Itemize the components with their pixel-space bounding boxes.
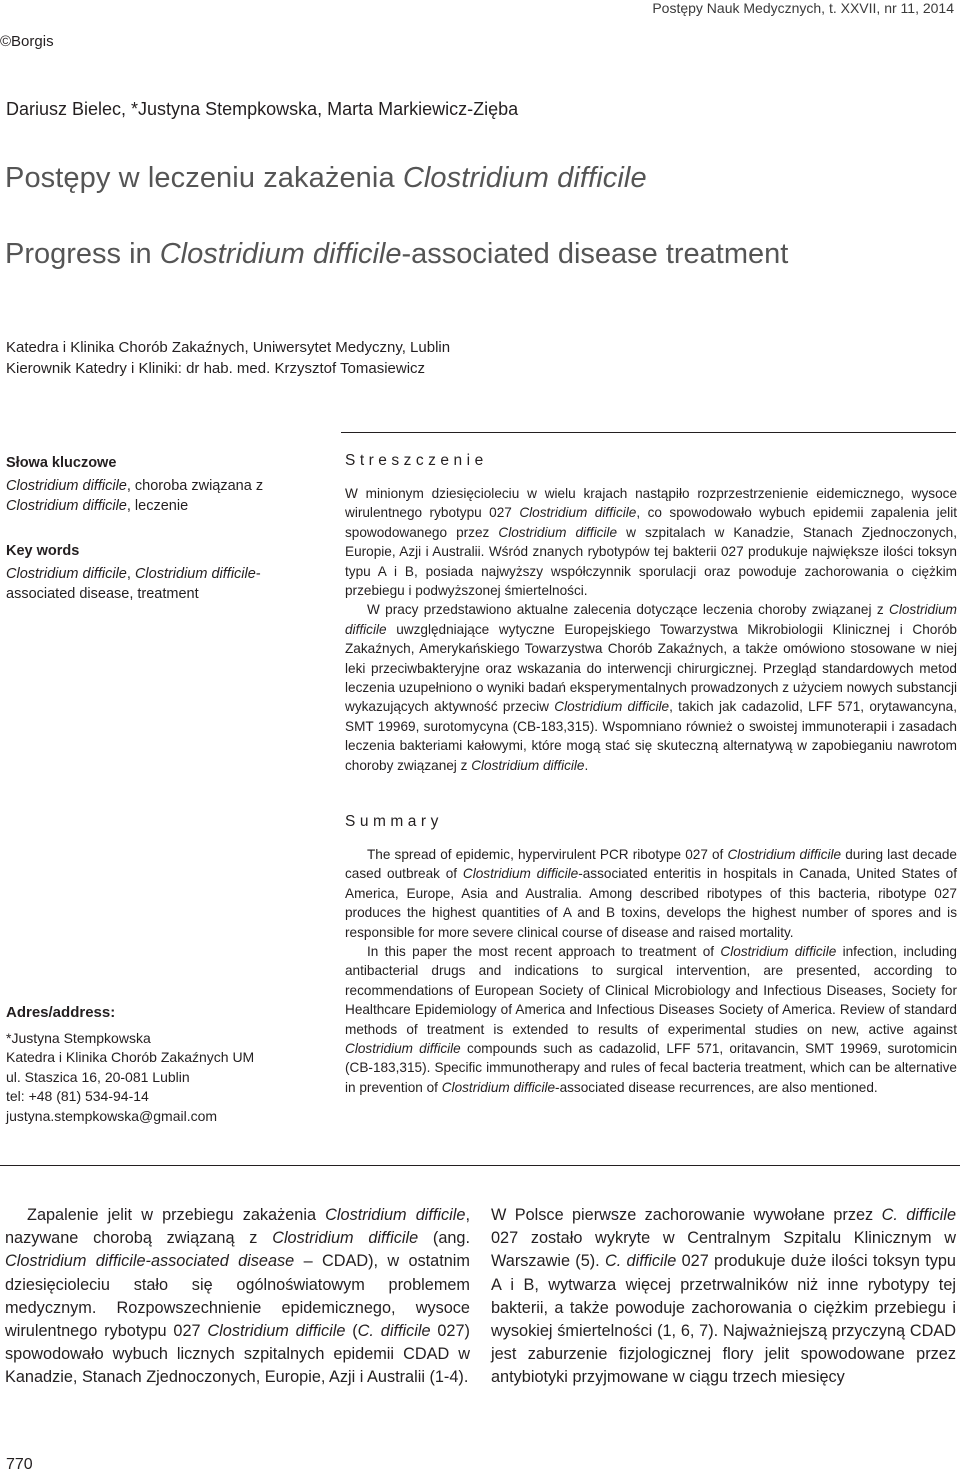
abstract-paragraph: W pracy przedstawiono aktualne zalecenia dotyczące leczenia choroby związanej z Clostridium difficile uwzględniające wytyczne Europejskiego Towarzystwa Mikrobiologii Klinicznej i Chorób Zakaźnych, Amerykańskiego Towarzystwa Chorób Zakaźnych, a także omówiono stosowane w niej leki przeciwbakteryjne oraz wskazania do interwencji chirurgicznej. Przegląd standardowych metod leczenia uzupełniono o wyniki badań eksperymentalnych prowadzonych z użyciem nowych substancji wykazujących aktywność przeciw Clostridium difficile, takich jak cadazolid, LFF 571, orytawancyna, SMT 19969, surotomycyna (CB-183,315). Wspomniano również o swoistej immunoterapii i zasadach leczenia bakteriami kałowymi, które mogą stać się skuteczną alternatywą w zapobieganiu nawrotom choroby związanej z Clostridium difficile. bbox=[345, 602, 958, 773]
keywords-en-heading: Key words bbox=[6, 543, 80, 559]
address-line: ul. Staszica 16, 20-081 Lublin bbox=[6, 1068, 190, 1085]
streszczenie-text bbox=[345, 484, 957, 775]
publisher-mark: ©Borgis bbox=[0, 33, 54, 50]
abstract-paragraph: W minionym dziesięcioleciu w wielu krajach nastąpiło rozprzestrzenienie eidemicznego, wysoce wirulentnego rybotypu 027 Clostridium difficile, co spowodowało wybuch epidemii zapalenia jelit spowodowanego przez Clostridium difficile w szpitalach w Kanadzie, Stanach Zjednoczonych, Europie, Azji i Australii. Wśród znanych rybotypów tej bakterii 027 produkuje największe ilości toksyn typu A i B, posiada najwyższy współczynnik sporulacji oraz powoduje zachorowania o ciężkim przebiegu i podwyższonej śmiertelności. bbox=[345, 486, 958, 599]
journal-citation: Postępy Nauk Medycznych, t. XXVII, nr 11, 2014 bbox=[652, 0, 954, 16]
affiliation-line: Kierownik Katedry i Kliniki: dr hab. med. Krzysztof Tomasiewicz bbox=[6, 360, 426, 377]
keywords-pl-heading: Słowa kluczowe bbox=[6, 455, 117, 471]
address-heading: Adres/address: bbox=[6, 1004, 116, 1021]
summary-paragraph: In this paper the most recent approach to treatment of Clostridium difficile infection, including antibacterial drugs and indications to surgical intervention, are presented, according to recommendations of European Society of Clinical Microbiology and Infectious Diseases, Society for Healthcare Epidemiology of America and Infectious Diseases Society of America. Review of standard methods of treatment is extended to results of experimental studies on new, active against Clostridium difficile compounds such as cadazolid, LFF 571, oritavancin, SMT 19969, surotomicin (CB-183,315). Specific immunotherapy and rules of fecal bacteria treatment, which can be alternative in prevention of Clostridium difficile-associated disease recurrences, are also mentioned. bbox=[345, 944, 958, 1095]
address-email[interactable]: justyna.stempkowska@gmail.com bbox=[6, 1107, 218, 1124]
body-paragraph: W Polsce pierwsze zachorowanie wywołane przez C. difficile 027 zostało wykryte w Centralnym Szpitalu Klinicznym w Warszawie (5). C. difficile 027 produkuje duże ilości toksyn typu A i B, wytwarza więcej przetrwalników niż inne rybotypy tej bakterii, a także powoduje zachorowania o ciężkim przebiegu i wysokiej śmiertelności (1, 6, 7). Najważniejszą przyczyną CDAD jest zaburzenie fizjologicznej flory jelit spowodowane przez antybiotyki przyjmowane w ciągu trzech miesięcy bbox=[491, 1206, 956, 1387]
summary-heading: Summary bbox=[345, 813, 443, 830]
abstract-divider bbox=[341, 432, 956, 433]
page-number: 770 bbox=[6, 1456, 33, 1473]
streszczenie-heading: Streszczenie bbox=[345, 452, 488, 469]
correspondence-address bbox=[6, 1003, 254, 1126]
body-divider bbox=[0, 1165, 960, 1166]
authors: Dariusz Bielec, *Justyna Stempkowska, Marta Markiewicz-Zięba bbox=[6, 99, 519, 119]
keywords-en-text: Clostridium difficile, Clostridium difficile-associated disease, treatment bbox=[6, 566, 261, 602]
keywords-block bbox=[6, 453, 326, 604]
affiliation-line: Katedra i Klinika Chorób Zakaźnych, Uniwersytet Medyczny, Lublin bbox=[6, 339, 451, 356]
body-column-right bbox=[491, 1204, 956, 1390]
body-column-left bbox=[5, 1204, 470, 1390]
title-english: Progress in Clostridium difficile-associated disease treatment bbox=[5, 238, 789, 270]
address-line: Katedra i Klinika Chorób Zakaźnych UM bbox=[6, 1049, 255, 1065]
title-polish: Postępy w leczeniu zakażenia Clostridium difficile bbox=[5, 162, 647, 194]
affiliation bbox=[6, 337, 450, 379]
summary-paragraph: The spread of epidemic, hypervirulent PCR ribotype 027 of Clostridium difficile during last decade cased outbreak of Clostridium difficile-associated enteritis in hospitals in Canada, United States of America, Europe, Asia and Australia. Among described ribotypes of this bacteria, ribotype 027 produces the highest quantities of A and B toxins, develops the highest number of spores and is responsible for more severe clinical course of disease and raised mortality. bbox=[345, 847, 957, 940]
body-paragraph: Zapalenie jelit w przebiegu zakażenia Clostridium difficile, nazywane chorobą związaną z Clostridium difficile (ang. Clostridium difficile-associated disease – CDAD), w ostatnim dziesięcioleciu stało się ogólnoświatowym problemem medycznym. Rozpowszechnienie epidemicznego, wysoce wirulentnego rybotypu 027 Clostridium difficile (C. difficile 027) spowodowało wybuch licznych szpitalnych epidemii CDAD w Kanadzie, Stanach Zjednoczonych, Europie, Azji i Australii (1-4). bbox=[5, 1206, 471, 1387]
address-line: tel: +48 (81) 534-94-14 bbox=[6, 1088, 149, 1104]
summary-text bbox=[345, 845, 957, 1097]
keywords-pl-text: Clostridium difficile, choroba związana z Clostridium difficile, leczenie bbox=[6, 478, 264, 514]
address-line: *Justyna Stempkowska bbox=[6, 1029, 151, 1046]
